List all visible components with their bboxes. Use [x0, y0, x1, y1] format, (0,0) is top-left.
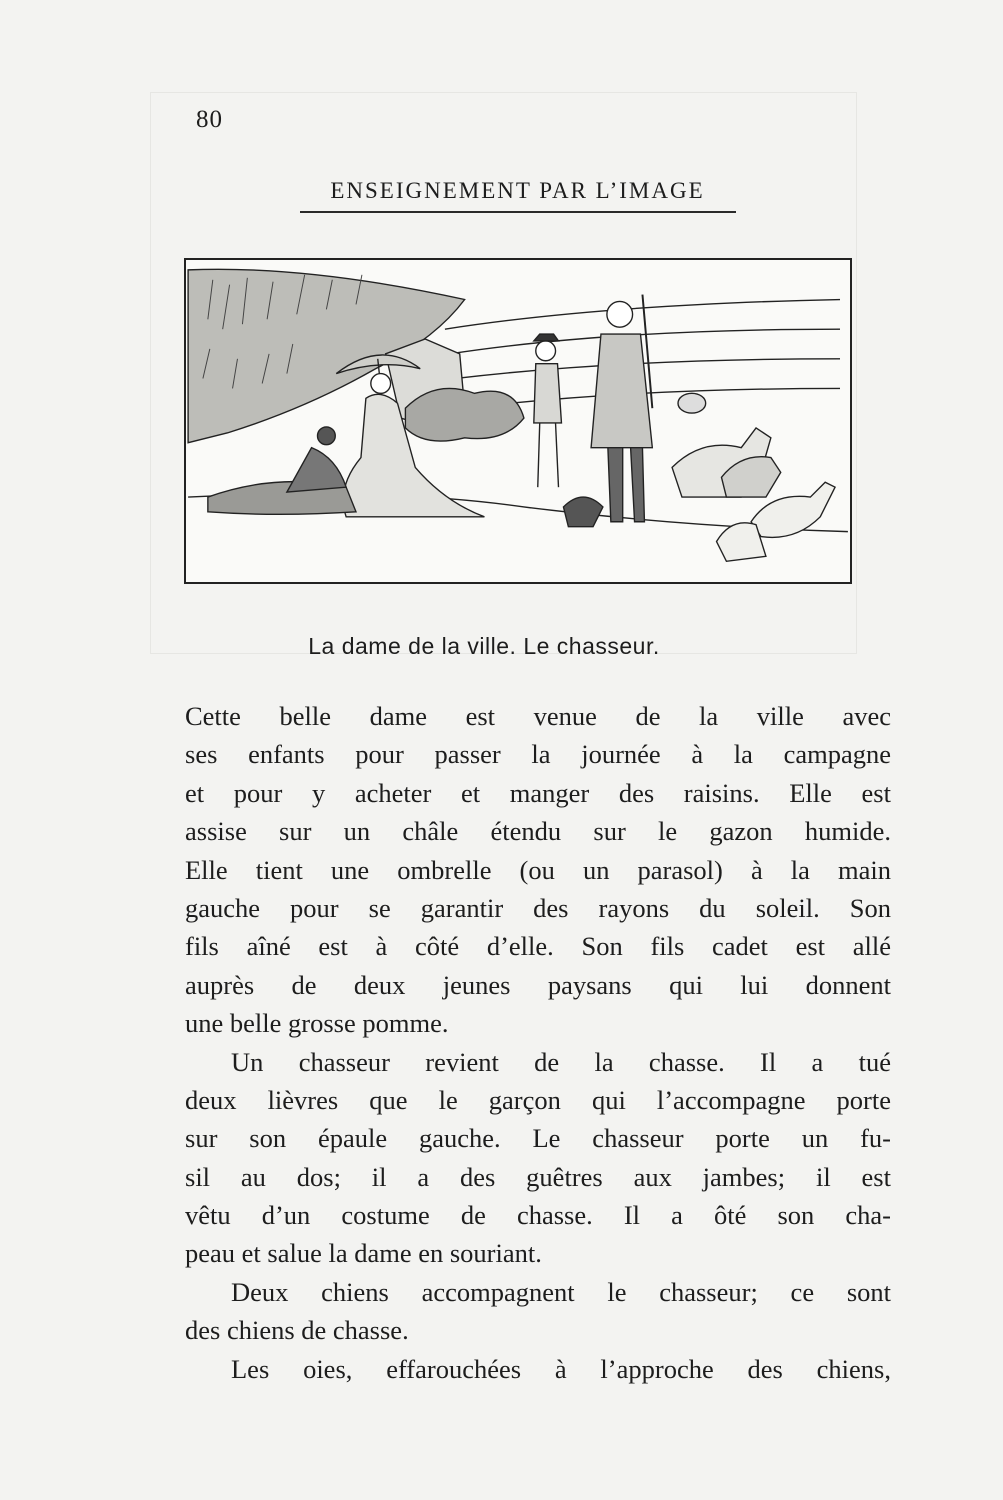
son-head [317, 427, 335, 445]
running-head: ENSEIGNEMENT PAR L’IMAGE [330, 178, 705, 203]
hunter-gaiter [631, 448, 645, 522]
text-line: Deux chiens accompagnent le chasseur; ce sont [231, 1276, 891, 1307]
text-line: Elle tient une ombrelle (ou un parasol) à la main [185, 854, 891, 885]
running-head-rule [300, 211, 736, 213]
text-line: des chiens de chasse. [185, 1315, 409, 1346]
text-line: Cette belle dame est venue de la ville avec [185, 701, 891, 731]
text-line: sil au dos; il a des guêtres aux jambes; il est [185, 1161, 891, 1192]
son-body [287, 448, 346, 492]
hunter-coat [591, 334, 652, 448]
text-line: une belle grosse pomme. [185, 1008, 449, 1039]
lady-head [371, 374, 391, 394]
text-line: deux lièvres que le garçon qui l’accompagne porte [185, 1084, 891, 1115]
figure-caption: La dame de la ville. Le chasseur. [308, 633, 660, 659]
boy-head [536, 341, 556, 361]
illustration-drawing [186, 260, 850, 582]
text-line: et pour y acheter et manger des raisins. Elle est [185, 777, 891, 808]
text-line: assise sur un châle étendu sur le gazon humide. [185, 816, 891, 847]
text-line: peau et salue la dame en souriant. [185, 1238, 542, 1269]
illustration [184, 258, 852, 584]
text-line: Un chasseur revient de la chasse. Il a tué [231, 1046, 891, 1077]
hunter-hat [678, 393, 706, 413]
vine-bush [405, 388, 524, 441]
small-dog [563, 497, 603, 527]
page-number: 80 [196, 106, 223, 133]
text-line: auprès de deux jeunes paysans qui lui donnent [185, 969, 891, 1000]
text-line: fils aîné est à côté d’elle. Son fils cadet est allé [185, 931, 891, 962]
hunter-gaiter [608, 448, 623, 522]
text-line: sur son épaule gauche. Le chasseur porte un fu- [185, 1123, 891, 1154]
text-line: Les oies, effarouchées à l’approche des chiens, [231, 1353, 891, 1384]
boy-leg [556, 423, 559, 487]
text-line: vêtu d’un costume de chasse. Il a ôté son cha- [185, 1200, 891, 1231]
boy-body [534, 364, 562, 423]
hunter-head [607, 301, 633, 327]
body-text [185, 697, 891, 1388]
text-line: ses enfants pour passer la journée à la campagne [185, 739, 891, 770]
text-line: gauche pour se garantir des rayons du soleil. Son [185, 892, 891, 923]
boy-hat [534, 334, 559, 341]
boy-leg [538, 423, 540, 487]
